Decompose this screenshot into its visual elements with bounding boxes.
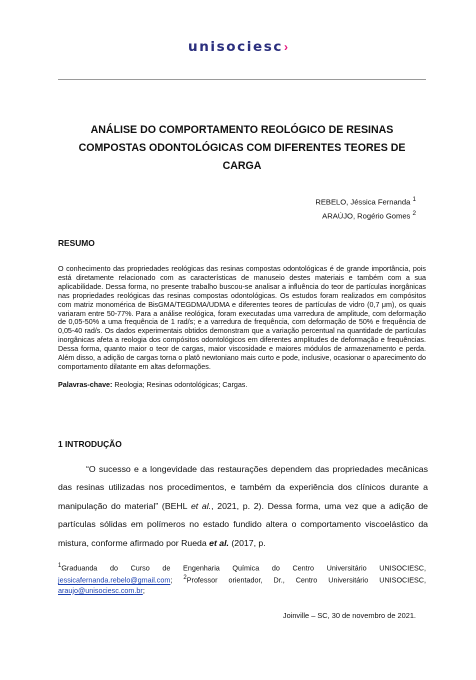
footnote (58, 561, 426, 596)
author-list (315, 194, 416, 221)
email-link[interactable]: araujo@unisociesc.com.br (58, 585, 143, 595)
email-link[interactable]: jessicafernanda.rebelo@gmail.com (58, 575, 171, 585)
intro-text: , 2021, p. 2). Dessa forma, uma vez que a adição de partículas sólidas em polímeros no estado fundido altera o comportamento viscoelástico da mistura, conforme afirmado por Rueda (58, 500, 429, 548)
author-entry (315, 194, 416, 208)
title-line: ANÁLISE DO COMPORTAMENTO REOLÓGICO DE RESINAS (90, 124, 394, 136)
keywords-line (58, 381, 426, 389)
title-line: COMPOSTAS ODONTOLÓGICAS COM DIFERENTES TEORES DE (78, 142, 406, 154)
author-footnote-mark: 2 (412, 209, 416, 217)
footnote-mark: 1 (58, 563, 62, 569)
title-line: CARGA (222, 160, 262, 172)
footnote-text: ; (142, 585, 145, 595)
place-date: Joinville – SC, 30 de novembro de 2021. (282, 611, 416, 620)
footnote-mark: 2 (183, 575, 187, 582)
institution-logo (0, 38, 476, 56)
intro-heading: 1 INTRODUÇÃO (58, 439, 122, 449)
footnote-text: Professor orientador, Dr., Centro Universitário UNISOCIESC, (186, 575, 426, 585)
logo-arrow-icon: › (283, 40, 288, 54)
abstract-heading: RESUMO (58, 238, 95, 248)
footnote-text: Graduanda do Curso de Engenharia Química do Centro Universitário UNISOCIESC, (61, 563, 426, 573)
footnote-text: ; (170, 575, 184, 585)
intro-text: (2017, p. (228, 537, 266, 548)
author-entry (315, 208, 416, 222)
intro-paragraph (58, 460, 428, 552)
intro-text: “O sucesso e a longevidade das restaurações dependem das propriedades mecânicas das resinas utilizadas nos procedimentos, e também da experiência dos clínicos durante a manipulação do material” (BEHL (58, 464, 428, 511)
author-name: ARAÚJO, Rogério Gomes (322, 211, 411, 221)
author-name: REBELO, Jéssica Fernanda (315, 197, 411, 207)
keywords-label: Palavras-chave: (58, 381, 113, 389)
author-footnote-mark: 1 (412, 196, 416, 203)
abstract-body: O conhecimento das propriedades reológicas das resinas compostas odontológicas é de grande importância, pois está diretamente relacionado com as características de manuseio destes materiais e também com a sua aplicabilidade. Dessa forma, no presente trabalho buscou-se analisar a influência do teor de partículas inorgânicas nas propriedades reológicas das resinas compostas odontológicas. Os estudos foram realizados em compósitos com matriz monomérica de BisGMA/TEGDMA/UDMA e diferentes teores de partículas de vidro (0,7 μm), os quais variaram entre 50-77%. Para a análise reológica, foram executadas uma varredura de amplitude, com deformação de 0,05-50% a uma frequência de 1 rad/s; e a varredura de frequência, com deformação de 50% e frequência de 0,05-40 rad/s. Os dados experimentais obtidos demonstram que a variação percentual na quantidade de partículas inorgânicas afeta a reologia dos compósitos odontológicos em diferentes amplitudes de deformação e frequências. Dessa forma, quanto maior o teor de cargas, maior viscosidade e maiores módulos de armazenamento e perda. Além disso, a adição de cargas torna o platô newtoniano mais curto e pode, inclusive, ocasionar o aparecimento do comportamento dilatante em altas deformações. (58, 265, 426, 371)
intro-etal: et al. (190, 500, 212, 511)
paper-title (58, 121, 426, 175)
logo-wordmark: unisociesc (188, 39, 283, 55)
header-divider (58, 79, 426, 80)
intro-etal: et al. (209, 537, 229, 548)
keywords-text: Reologia; Resinas odontológicas; Cargas. (114, 381, 248, 389)
